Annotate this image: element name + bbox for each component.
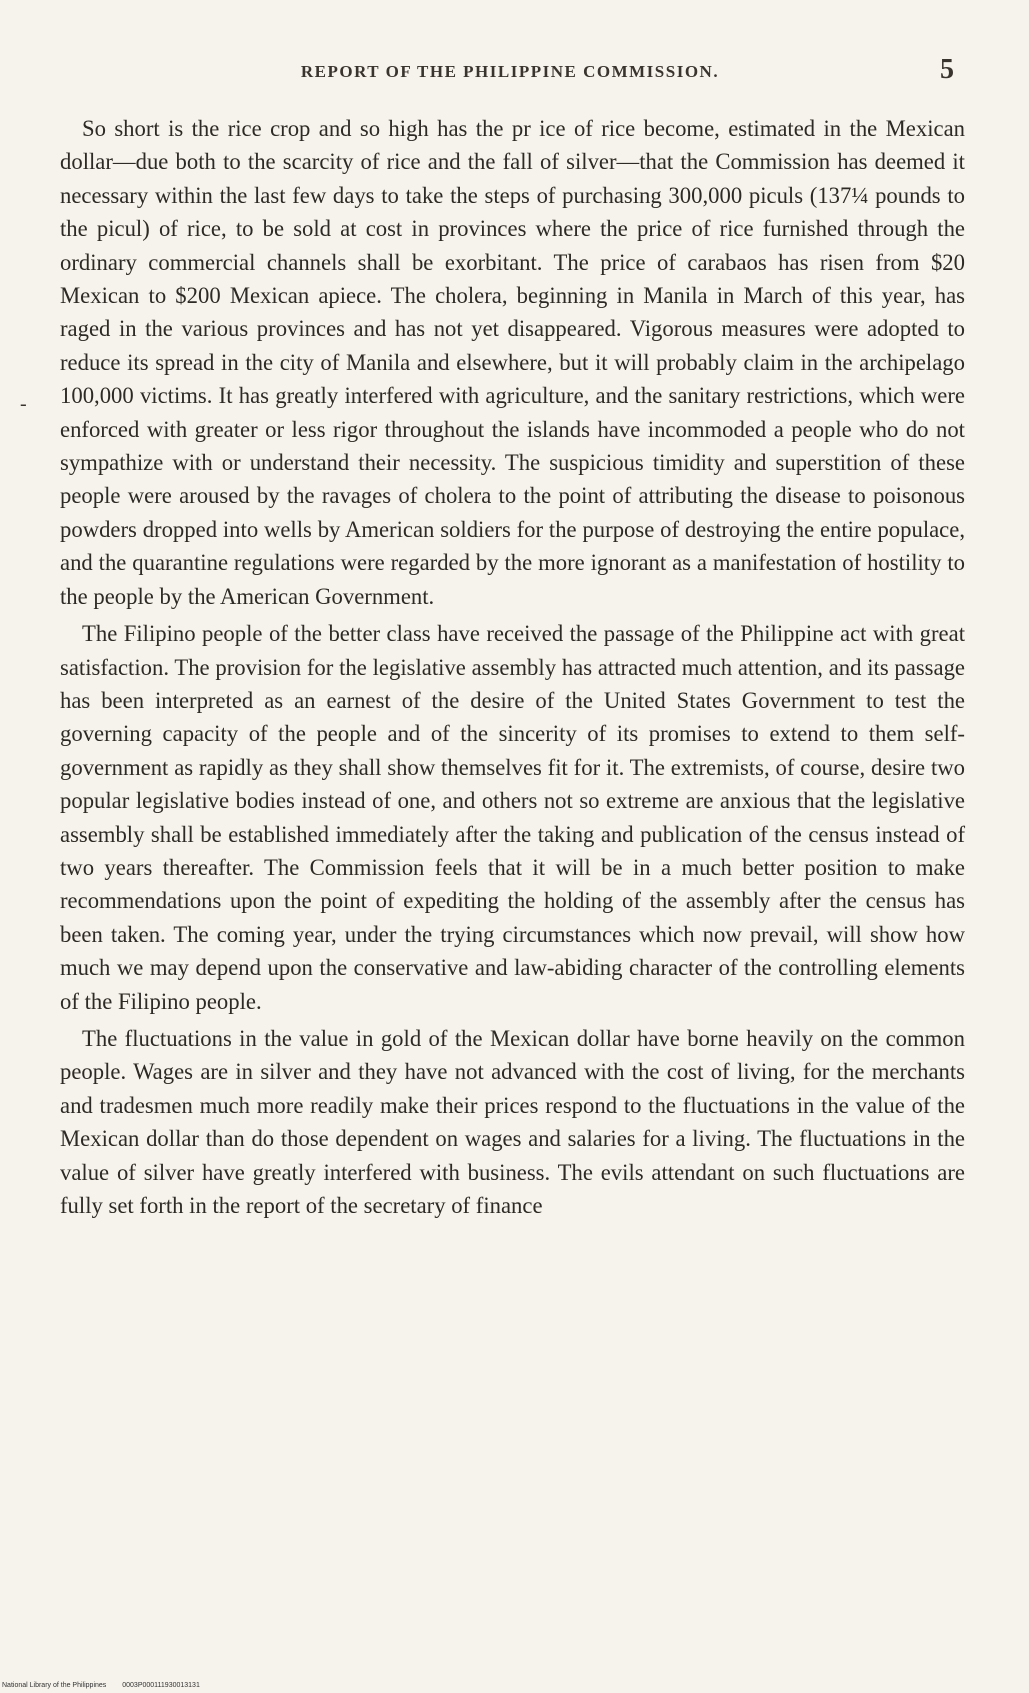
running-head: REPORT OF THE PHILIPPINE COMMISSION. bbox=[300, 62, 720, 81]
margin-mark: - bbox=[20, 393, 27, 415]
paragraph-rice-and-cholera: So short is the rice crop and so high has the pr ice of rice become, estimated in the Mexican dollar—due both to the scarcity of rice and the fall of silver—that the Commission has deemed it necessary within the last few days to take the steps of purchasing 300,000 piculs (137¼ pounds to the picul) of rice, to be sold at cost in provinces where the price of rice furnished through the ordinary commercial channels shall be exorbitant. The price of carabaos has risen from $20 Mexican to $200 Mexican apiece. The cholera, beginning in Manila in March of this year, has raged in the various provinces and has not yet disappeared. Vigorous measures were adopted to reduce its spread in the city of Manila and elsewhere, but it will probably claim in the archipelago 100,000 victims. It has greatly interfered with agriculture, and the sanitary restrictions, which were enforced with greater or less rigor throughout the islands have incommoded a people who do not sympathize with or understand their necessity. The suspicious timidity and superstition of these people were aroused by the ravages of cholera to the point of attributing the disease to poisonous powders dropped into wells by American soldiers for the purpose of destroying the entire populace, and the quarantine regulations were regarded by the more ignorant as a manifestation of hostility to the people by the American Government. bbox=[60, 116, 965, 609]
footer-identifier: 0003P000111930013131 bbox=[122, 1682, 200, 1689]
footer-credit bbox=[2, 1682, 214, 1689]
paragraph-mexican-dollar: The fluctuations in the value in gold of the Mexican dollar have borne heavily on the common people. Wages are in silver and they have not advanced with the cost of living, for the merchants and tradesmen much more readily make their prices respond to the fluctuations in the value of the Mexican dollar than do those dependent on wages and salaries for a living. The fluctuations in the value of silver have greatly interfered with business. The evils attendant on such fluctuations are fully set forth in the report of the secretary of finance bbox=[60, 1025, 965, 1218]
paragraph-philippine-act: The Filipino people of the better class have received the passage of the Philippine act with great satisfaction. The provision for the legislative assembly has attracted much attention, and its passage has been interpreted as an earnest of the desire of the United States Government to test the governing capacity of the people and of the sincerity of its promises to extend to them self-government as rapidly as they shall show themselves fit for it. The extremists, of course, desire two popular legislative bodies instead of one, and others not so extreme are anxious that the legislative assembly shall be established immediately after the taking and publication of the census instead of two years thereafter. The Commission feels that it will be in a much better position to make recommendations upon the point of expediting the holding of the assembly after the census has been taken. The coming year, under the trying circumstances which now prevail, will show how much we may depend upon the conservative and law-abiding character of the controlling elements of the Filipino people. bbox=[60, 621, 965, 1014]
page-header bbox=[60, 54, 960, 98]
footer-source: National Library of the Philippines bbox=[2, 1682, 107, 1689]
page-number: 5 bbox=[940, 54, 954, 85]
body-text bbox=[60, 112, 965, 1226]
